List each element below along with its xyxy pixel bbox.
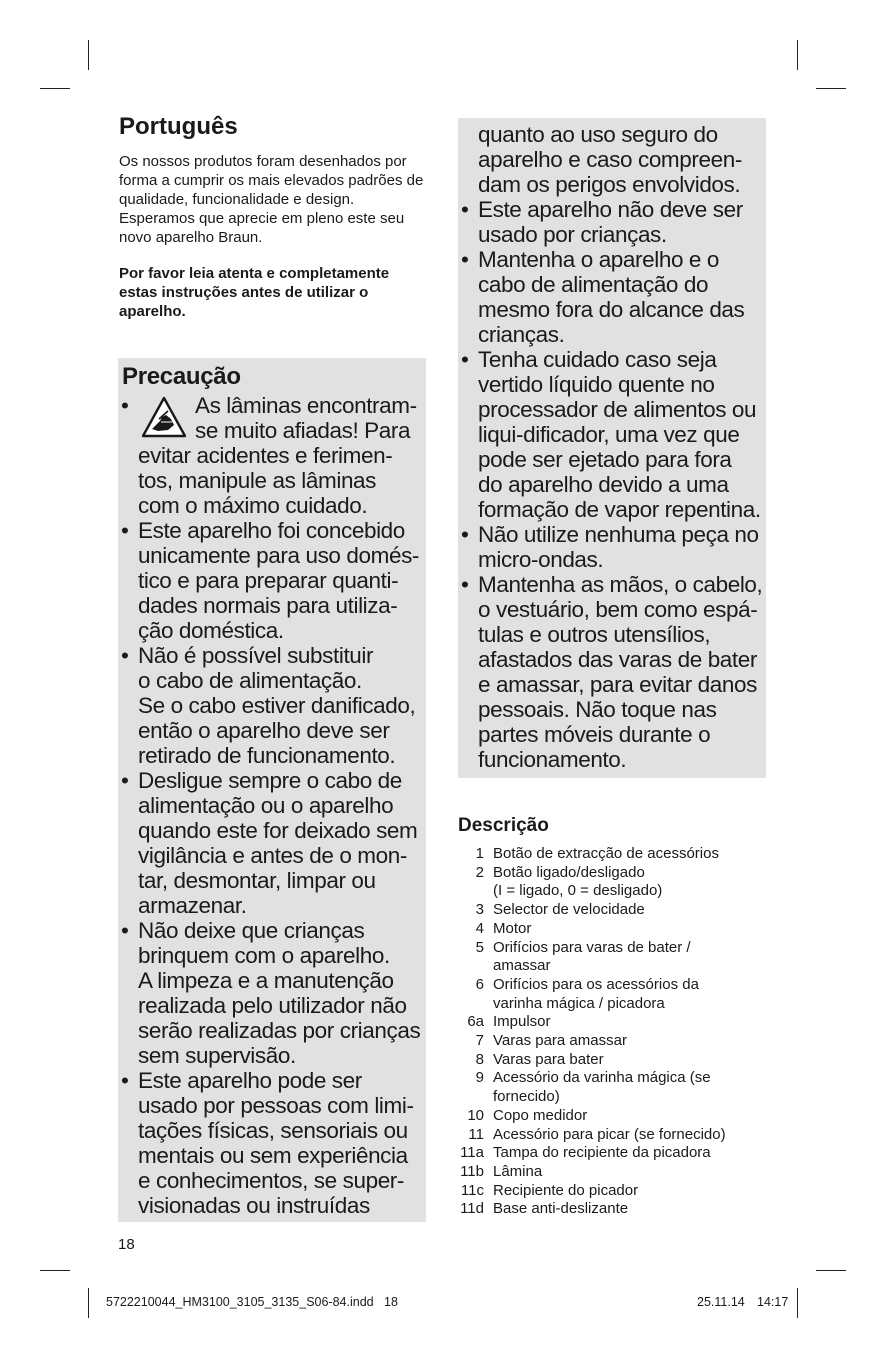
caution-box-left — [118, 358, 426, 1222]
caution-line: Mantenha as mãos, o cabelo, — [478, 572, 763, 597]
list-item — [458, 1144, 778, 1163]
caution-line: do aparelho devido a uma — [478, 472, 729, 497]
list-item — [458, 920, 778, 939]
item-number: 2 — [475, 863, 484, 881]
caution-line: quando este for deixado sem — [138, 818, 418, 843]
first-item-line: se muito afiadas! Para — [195, 418, 411, 443]
caution-line: armazenar. — [138, 893, 247, 918]
bullet-dot: • — [121, 768, 129, 793]
caution-line: então o aparelho deve ser — [138, 718, 390, 743]
caution-line: o vestuário, bem como espá- — [478, 597, 758, 622]
description-list — [458, 845, 778, 1219]
footer-filename: 5722210044_HM3100_3105_3135_S06-84.indd 18 — [106, 1295, 398, 1309]
list-item — [458, 939, 778, 958]
caution-line: formação de vapor repentina. — [478, 497, 761, 522]
bullet-dot: • — [121, 1068, 129, 1093]
caution-item — [118, 1068, 426, 1218]
caution-line: sem supervisão. — [138, 1043, 296, 1068]
caution-line: A limpeza e a manutenção — [138, 968, 394, 993]
bullet-dot: • — [461, 197, 469, 222]
intro-paragraph: Os nossos produtos foram desenhados por forma a cumprir os mais elevados padrões de qualidade, funcionalidade e design. Esperamos que aprecie em pleno este seu novo aparelho Braun. — [119, 153, 424, 246]
description-title: Descrição — [458, 815, 549, 836]
caution-line: usado por crianças. — [478, 222, 667, 247]
caution-line: Este aparelho não deve ser — [478, 197, 743, 222]
caution-item — [118, 518, 426, 643]
list-item — [458, 957, 778, 976]
caution-continuation — [478, 122, 742, 197]
bullet-dot: • — [461, 347, 469, 372]
item-label: Varas para bater — [493, 1050, 604, 1068]
caution-line: tulas e outros utensílios, — [478, 622, 711, 647]
caution-list-left — [118, 518, 426, 1218]
caution-line: processador de alimentos ou — [478, 397, 757, 422]
caution-line: realizada pelo utilizador não — [138, 993, 407, 1018]
item-label: Botão de extracção de acessórios — [493, 845, 719, 862]
item-label: Orifícios para varas de bater / — [493, 938, 691, 956]
caution-line: vertido líquido quente no — [478, 372, 715, 397]
bullet-dot: • — [461, 522, 469, 547]
item-label: Copo medidor — [493, 1106, 588, 1124]
item-label: Varas para amassar — [493, 1032, 627, 1050]
hand-blade-warning-icon — [138, 395, 190, 441]
caution-line: Não é possível substituir — [138, 643, 374, 668]
caution-line: Se o cabo estiver danificado, — [138, 693, 416, 718]
item-label: Tampa do recipiente da picadora — [493, 1144, 711, 1162]
caution-item — [458, 572, 766, 772]
caution-line: retirado de funcionamento. — [138, 743, 396, 768]
first-item-line: tos, manipule as lâminas — [138, 468, 377, 493]
caution-item — [118, 918, 426, 1068]
list-item — [458, 882, 778, 901]
crop-mark — [816, 88, 846, 89]
caution-first-item — [118, 393, 426, 518]
caution-line: pessoais. Não toque nas — [478, 697, 717, 722]
caution-line: ção doméstica. — [138, 618, 284, 643]
crop-mark — [816, 1270, 846, 1271]
list-item — [458, 1088, 778, 1107]
caution-line: liqui-dificador, uma vez que — [478, 422, 740, 447]
crop-mark — [88, 1288, 89, 1318]
caution-item — [458, 197, 766, 247]
item-label: Lâmina — [493, 1162, 543, 1180]
caution-line: Este aparelho foi concebido — [138, 518, 405, 543]
item-number: 8 — [475, 1050, 484, 1068]
caution-line: alimentação ou o aparelho — [138, 793, 394, 818]
caution-box-right — [458, 118, 766, 778]
item-label: Acessório da varinha mágica (se — [493, 1069, 711, 1087]
caution-line: tações físicas, sensoriais ou — [138, 1118, 408, 1143]
caution-line: unicamente para uso domés- — [138, 543, 420, 568]
crop-mark — [797, 40, 798, 70]
first-item-line: com o máximo cuidado. — [138, 493, 368, 518]
list-item — [458, 1200, 778, 1219]
caution-line: afastados das varas de bater — [478, 647, 757, 672]
caution-list-right — [458, 197, 766, 772]
list-item — [458, 1013, 778, 1032]
caution-line: tar, desmontar, limpar ou — [138, 868, 376, 893]
footer-time: 14:17 — [757, 1295, 789, 1309]
page-title: Português — [119, 113, 238, 140]
list-item — [458, 1182, 778, 1201]
crop-mark — [40, 88, 70, 89]
caution-line: funcionamento. — [478, 747, 627, 772]
list-item — [458, 1163, 778, 1182]
crop-mark — [40, 1270, 70, 1271]
page-number: 18 — [118, 1236, 135, 1253]
item-label: Orifícios para os acessórios da — [493, 975, 699, 993]
item-number: 9 — [475, 1069, 484, 1087]
caution-line: dades normais para utiliza- — [138, 593, 398, 618]
bullet-dot: • — [461, 247, 469, 272]
item-label: varinha mágica / picadora — [493, 994, 665, 1012]
caution-item — [458, 247, 766, 347]
list-item — [458, 864, 778, 883]
caution-line: usado por pessoas com limi- — [138, 1093, 414, 1118]
caution-line: micro-ondas. — [478, 547, 604, 572]
caution-item — [458, 522, 766, 572]
item-label: Impulsor — [493, 1013, 551, 1031]
crop-mark — [797, 1288, 798, 1318]
caution-line: Tenha cuidado caso seja — [478, 347, 717, 372]
bullet-dot: • — [121, 518, 129, 543]
list-item — [458, 995, 778, 1014]
caution-line: Não deixe que crianças — [138, 918, 365, 943]
item-label: amassar — [493, 957, 551, 975]
caution-line: o cabo de alimentação. — [138, 668, 362, 693]
item-label: Botão ligado/desligado — [493, 863, 645, 881]
caution-line: mentais ou sem experiência — [138, 1143, 408, 1168]
item-number: 11c — [460, 1181, 484, 1199]
first-item-line: As lâminas encontram- — [195, 393, 417, 418]
caution-line: serão realizadas por crianças — [138, 1018, 421, 1043]
caution-line: quanto ao uso seguro do — [478, 122, 718, 147]
item-number: 6a — [467, 1013, 484, 1031]
item-number: 11a — [460, 1144, 484, 1162]
item-number: 6 — [475, 975, 484, 993]
caution-line: tico e para preparar quanti- — [138, 568, 399, 593]
footer-date: 25.11.14 — [697, 1295, 745, 1309]
caution-line: Não utilize nenhuma peça no — [478, 522, 759, 547]
item-label: fornecido) — [493, 1088, 560, 1106]
read-instructions-notice: Por favor leia atenta e completamente estas instruções antes de utilizar o aparelho. — [119, 265, 390, 320]
caution-line: brinquem com o aparelho. — [138, 943, 390, 968]
item-label: Recipiente do picador — [493, 1181, 639, 1199]
caution-item — [458, 347, 766, 522]
caution-title: Precaução — [122, 363, 241, 390]
list-item — [458, 901, 778, 920]
caution-line: Desligue sempre o cabo de — [138, 768, 402, 793]
caution-line: vigilância e antes de o mon- — [138, 843, 407, 868]
caution-line: visionadas ou instruídas — [138, 1193, 370, 1218]
bullet-dot: • — [121, 393, 129, 418]
bullet-dot: • — [461, 572, 469, 597]
item-number: 5 — [475, 938, 484, 956]
item-number: 7 — [475, 1032, 484, 1050]
bullet-dot: • — [121, 643, 129, 668]
item-number: 1 — [475, 845, 484, 862]
caution-line: Este aparelho pode ser — [138, 1068, 362, 1093]
item-label: Selector de velocidade — [493, 901, 645, 919]
caution-item — [118, 643, 426, 768]
list-item — [458, 1032, 778, 1051]
list-item — [458, 1126, 778, 1145]
caution-line: dam os perigos envolvidos. — [478, 172, 741, 197]
item-label: Motor — [493, 919, 532, 937]
caution-line: partes móveis durante o — [478, 722, 711, 747]
item-number: 11d — [460, 1200, 484, 1218]
caution-item — [118, 768, 426, 918]
list-item — [458, 976, 778, 995]
item-label: Base anti-deslizante — [493, 1200, 629, 1218]
list-item — [458, 1051, 778, 1070]
item-number: 4 — [475, 919, 484, 937]
list-item — [458, 1069, 778, 1088]
caution-line: cabo de alimentação do — [478, 272, 709, 297]
caution-line: crianças. — [478, 322, 565, 347]
item-number: 3 — [475, 901, 484, 919]
item-number: 11b — [460, 1162, 484, 1180]
item-number: 11 — [468, 1125, 484, 1143]
item-label: (I = ligado, 0 = desligado) — [493, 882, 663, 900]
list-item — [458, 845, 778, 864]
caution-line: e amassar, para evitar danos — [478, 672, 757, 697]
caution-line: Mantenha o aparelho e o — [478, 247, 719, 272]
list-item — [458, 1107, 778, 1126]
crop-mark — [88, 40, 89, 70]
item-label: Acessório para picar (se fornecido) — [493, 1125, 726, 1143]
caution-line: pode ser ejetado para fora — [478, 447, 732, 472]
item-number: 10 — [467, 1106, 484, 1124]
first-item-line: evitar acidentes e ferimen- — [138, 443, 393, 468]
caution-line: e conhecimentos, se super- — [138, 1168, 404, 1193]
bullet-dot: • — [121, 918, 129, 943]
caution-line: aparelho e caso compreen- — [478, 147, 742, 172]
caution-line: mesmo fora do alcance das — [478, 297, 745, 322]
